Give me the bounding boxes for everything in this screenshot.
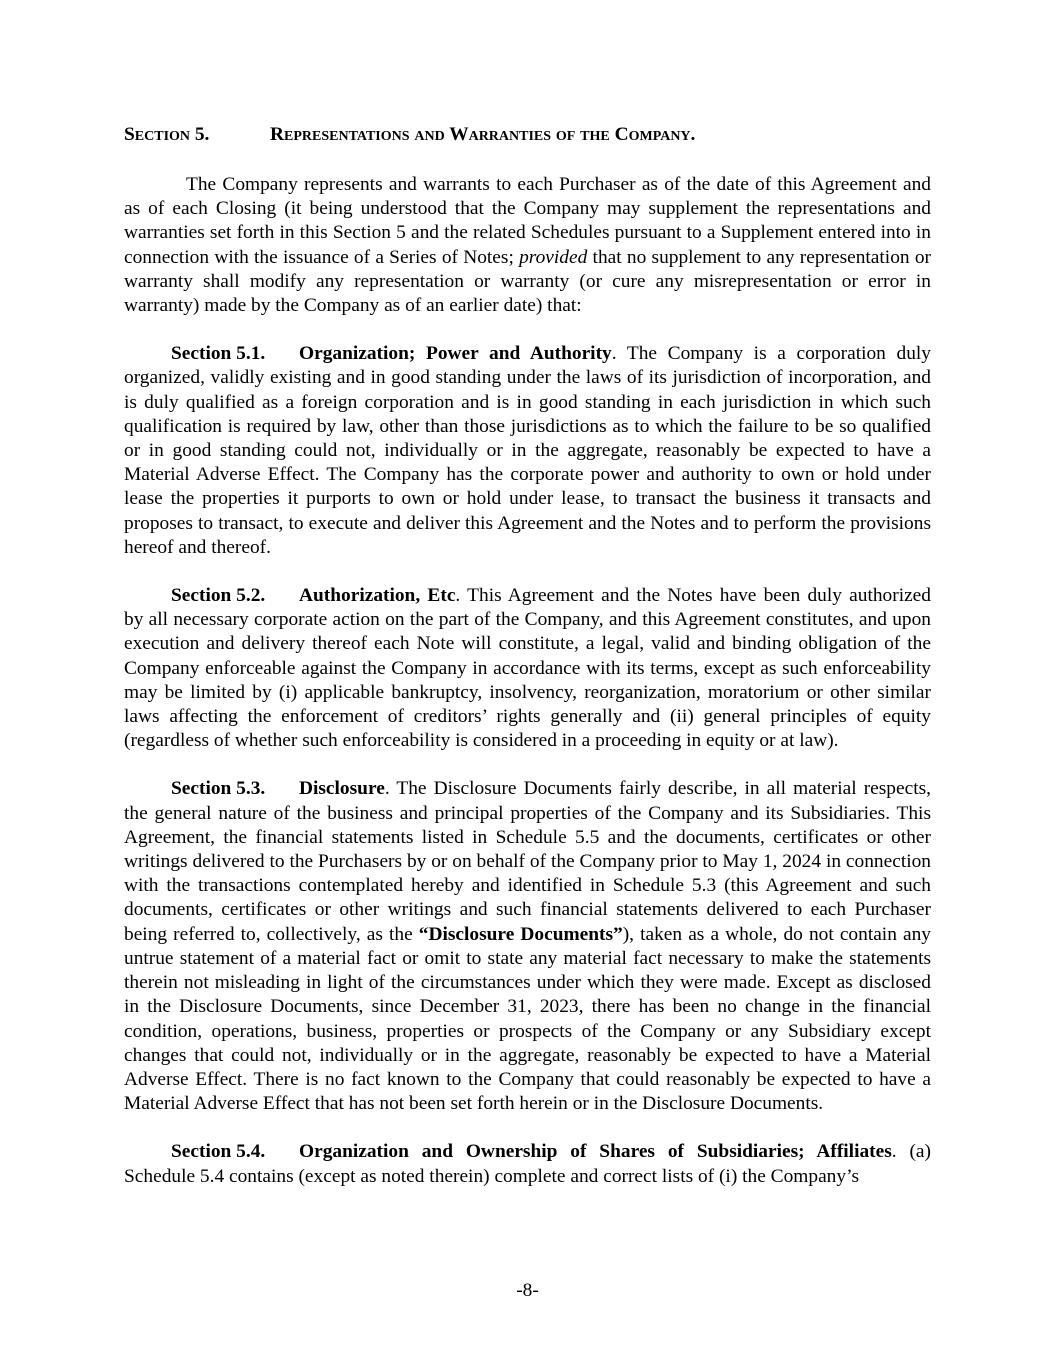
section-5-1-number: Section 5.1. xyxy=(171,343,266,365)
intro-text-start: The Company represents and warrants to each Purchaser as of the date of this Agreement and as of each Closing (it being understood that the Company may supplement the representations and warranties set forth in this Section 5 and the related Schedules pursuant to a Supplement entered into in connection with the issuance of a Series of Notes; xyxy=(124,174,931,268)
section-5-4-number: Section 5.4. xyxy=(171,1141,266,1163)
intro-paragraph xyxy=(124,173,931,318)
section-5-3-body-start: . The Disclosure Documents fairly describe, in all material respects, the general nature of the business and principal properties of the Company and its Subsidiaries. This Agreement, the financial statements listed in Schedule 5.5 and the documents, certificates or other writings delivered to the Purchasers by or on behalf of the Company prior to May 1, 2024 in connection with the transactions contemplated hereby and identified in Schedule 5.3 (this Agreement and such documents, certificates or other writings and such financial statements delivered to each Purchaser being referred to, collectively, as the xyxy=(124,778,931,945)
section-5-1 xyxy=(124,342,931,560)
page-number: -8- xyxy=(516,1280,539,1301)
section-5-2-body: . This Agreement and the Notes have been duly authorized by all necessary corporate action on the part of the Company, and this Agreement constitutes, and upon execution and delivery thereof each Note will constitute, a legal, valid and binding obligation of the Company enforceable against the Company in accordance with its terms, except as such enforceability may be limited by (i) applicable bankruptcy, insolvency, reorganization, moratorium or other similar laws affecting the enforcement of creditors’ rights generally and (ii) general principles of equity (regardless of whether such enforceability is considered in a proceeding in equity or at law). xyxy=(124,585,931,752)
section-5-3-number: Section 5.3. xyxy=(171,778,266,800)
section-5-1-title: Organization; Power and Authority xyxy=(299,343,612,365)
section-5-4-body: . (a) Schedule 5.4 contains (except as noted therein) complete and correct lists of (i) the Company’s xyxy=(124,1141,931,1187)
section-5-4 xyxy=(124,1140,931,1188)
section-5-1-body: . The Company is a corporation duly organized, validly existing and in good standing under the laws of its jurisdiction of incorporation, and is duly qualified as a foreign corporation and is in good standing in each jurisdiction in which such qualification is required by law, other than those jurisdictions as to which the failure to be so qualified or in good standing could not, individually or in the aggregate, reasonably be expected to have a Material Adverse Effect. The Company has the corporate power and authority to own or hold under lease the properties it purports to own or hold under lease, to transact the business it transacts and proposes to transact, to execute and deliver this Agreement and the Notes and to perform the provisions hereof and thereof. xyxy=(124,343,931,558)
intro-text-end: that no supplement to any representation or warranty shall modify any representation or warranty (or cure any misrepresentation or error in warranty) made by the Company as of an earlier date) that: xyxy=(124,246,931,317)
section-title: Representations and Warranties of the Company xyxy=(270,124,691,145)
section-5-3 xyxy=(124,777,931,1116)
section-5-3-title: Disclosure xyxy=(299,778,385,800)
section-5-4-title: Organization and Ownership of Shares of Subsidiaries; Affiliates xyxy=(299,1141,892,1163)
page-content xyxy=(124,123,931,1189)
intro-italic-term: provided xyxy=(519,246,588,268)
disclosure-documents-term: “Disclosure Documents” xyxy=(418,923,623,945)
section-5-3-body-end: ), taken as a whole, do not contain any untrue statement of a material fact or omit to state any material fact necessary to make the statements therein not misleading in light of the circumstances under which they were made. Except as disclosed in the Disclosure Documents, since December 31, 2023, there has been no change in the financial condition, operations, business, properties or prospects of the Company or any Subsidiary except changes that could not, individually or in the aggregate, reasonably be expected to have a Material Adverse Effect. There is no fact known to the Company that could reasonably be expected to have a Material Adverse Effect that has not been set forth herein or in the Disclosure Documents. xyxy=(124,923,931,1115)
section-5-2-title: Authorization, Etc xyxy=(299,585,456,607)
section-number: Section 5. xyxy=(124,124,210,145)
section-5-2 xyxy=(124,584,931,753)
section-title-period: . xyxy=(690,124,696,145)
section-5-2-number: Section 5.2. xyxy=(171,585,266,607)
section-heading xyxy=(124,123,931,147)
